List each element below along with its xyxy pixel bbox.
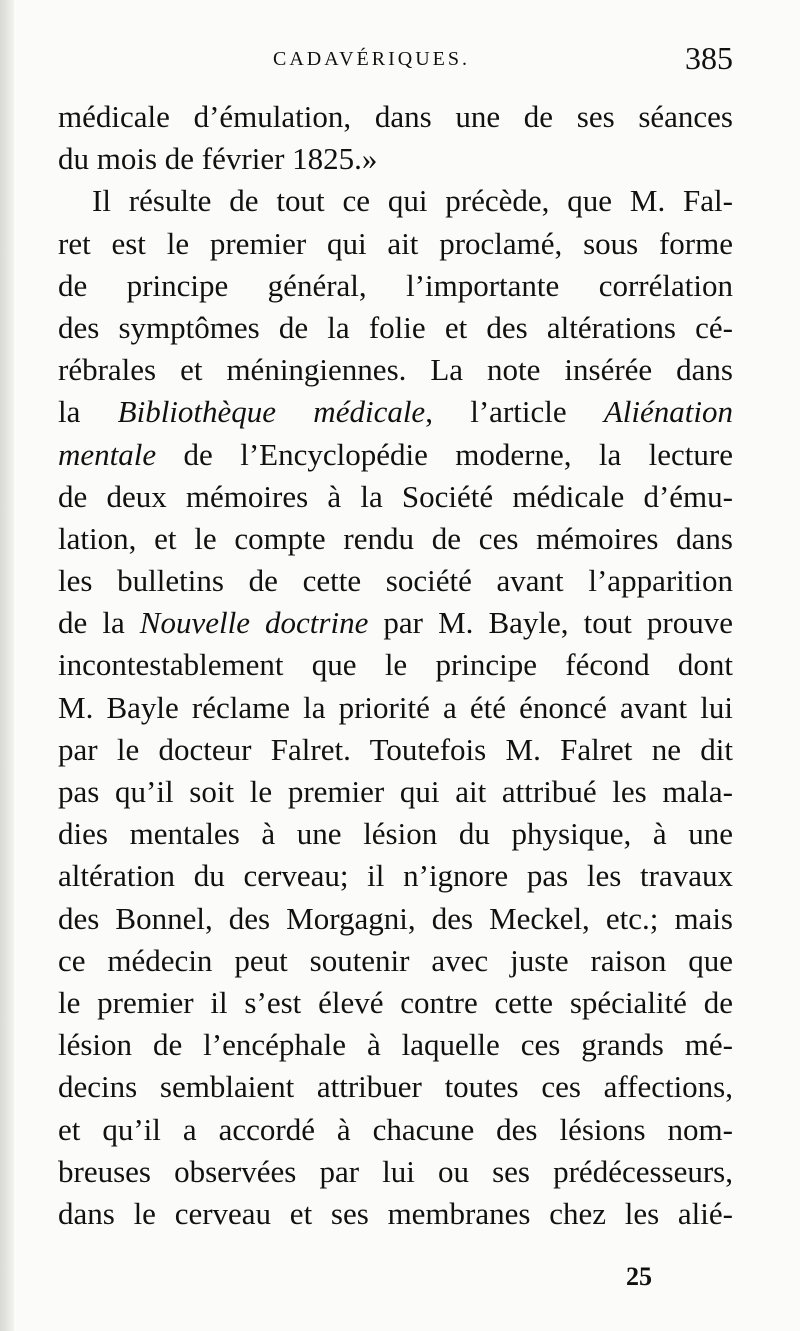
text-segment: des symptômes de la folie et des altérations cé- bbox=[58, 309, 733, 345]
italic-title-text: Bibliothèque médicale bbox=[117, 394, 426, 430]
text-segment: ret est le premier qui ait proclamé, sous forme bbox=[58, 225, 733, 261]
text-line bbox=[58, 434, 733, 476]
text-line bbox=[58, 729, 733, 771]
text-line bbox=[58, 1193, 733, 1235]
text-segment: lésion de l’encéphale à laquelle ces grands mé- bbox=[58, 1027, 733, 1063]
text-segment: du mois de février 1825.» bbox=[58, 141, 378, 177]
text-segment: par M. Bayle, tout prouve bbox=[368, 605, 733, 641]
text-segment: pas qu’il soit le premier qui ait attribué les mala- bbox=[58, 774, 733, 809]
text-segment: dies mentales à une lésion du physique, à une bbox=[58, 816, 733, 852]
text-segment: de deux mémoires à la Société médicale d’ému- bbox=[58, 478, 733, 514]
text-segment: par le docteur Falret. Toutefois M. Falret ne dit bbox=[58, 731, 733, 767]
page-header bbox=[58, 40, 733, 84]
text-segment: ce médecin peut soutenir avec juste raison que bbox=[58, 942, 733, 978]
text-line bbox=[58, 644, 733, 686]
text-line bbox=[58, 223, 733, 265]
text-segment: lation, et le compte rendu de ces mémoires dans bbox=[58, 520, 733, 556]
text-segment: des Bonnel, des Morgagni, des Meckel, etc.; mais bbox=[58, 900, 733, 936]
text-segment: M. Bayle réclame la priorité a été énoncé avant lui bbox=[58, 689, 733, 725]
text-line bbox=[58, 349, 733, 391]
text-line bbox=[58, 1066, 733, 1108]
text-segment: de l’Encyclopédie moderne, la lecture bbox=[156, 436, 733, 472]
italic-title-text: mentale bbox=[58, 436, 157, 472]
text-line bbox=[58, 476, 733, 518]
text-line bbox=[58, 687, 733, 729]
text-segment: de la bbox=[58, 605, 140, 641]
text-line bbox=[58, 1024, 733, 1066]
text-line bbox=[58, 180, 733, 222]
text-line bbox=[58, 1151, 733, 1193]
text-line bbox=[58, 138, 733, 180]
text-line bbox=[58, 940, 733, 982]
signature-mark: 25 bbox=[626, 1262, 652, 1291]
text-segment: la bbox=[58, 394, 118, 430]
text-line bbox=[58, 560, 733, 602]
text-segment: altération du cerveau; il n’ignore pas les travaux bbox=[58, 858, 733, 894]
italic-title-text: Nouvelle doctrine bbox=[139, 605, 369, 641]
text-segment: , l’article bbox=[425, 394, 604, 430]
text-segment: decins semblaient attribuer toutes ces affections, bbox=[58, 1069, 733, 1105]
text-segment: breuses observées par lui ou ses prédécesseurs, bbox=[58, 1153, 733, 1189]
text-line bbox=[58, 96, 733, 138]
text-segment: de principe général, l’importante corrélation bbox=[58, 267, 733, 303]
text-line bbox=[58, 898, 733, 940]
text-segment: dans le cerveau et ses membranes chez les alié- bbox=[58, 1195, 733, 1231]
text-line bbox=[58, 391, 733, 433]
running-head: CADAVÉRIQUES. bbox=[273, 48, 470, 70]
text-segment: et qu’il a accordé à chacune des lésions nom- bbox=[58, 1111, 733, 1147]
page-gutter-shadow bbox=[0, 0, 14, 1331]
text-line bbox=[58, 518, 733, 560]
page-number: 385 bbox=[685, 40, 733, 76]
text-segment: rébrales et méningiennes. La note insérée dans bbox=[58, 352, 733, 388]
body-text bbox=[58, 96, 733, 1235]
text-line bbox=[58, 307, 733, 349]
text-segment: le premier il s’est élevé contre cette spécialité de bbox=[58, 984, 733, 1020]
text-segment: incontestablement que le principe fécond dont bbox=[58, 647, 733, 683]
text-segment: les bulletins de cette société avant l’apparition bbox=[58, 563, 733, 599]
text-segment: médicale d’émulation, dans une de ses séances bbox=[58, 99, 733, 134]
text-line bbox=[58, 982, 733, 1024]
text-line bbox=[58, 265, 733, 307]
text-line bbox=[58, 602, 733, 644]
text-line bbox=[58, 1109, 733, 1151]
text-line bbox=[58, 771, 733, 813]
italic-title-text: Aliénation bbox=[603, 394, 734, 430]
text-segment: Il résulte de tout ce qui précède, que M. Fal- bbox=[92, 183, 733, 219]
text-line bbox=[58, 855, 733, 897]
text-line bbox=[58, 813, 733, 855]
